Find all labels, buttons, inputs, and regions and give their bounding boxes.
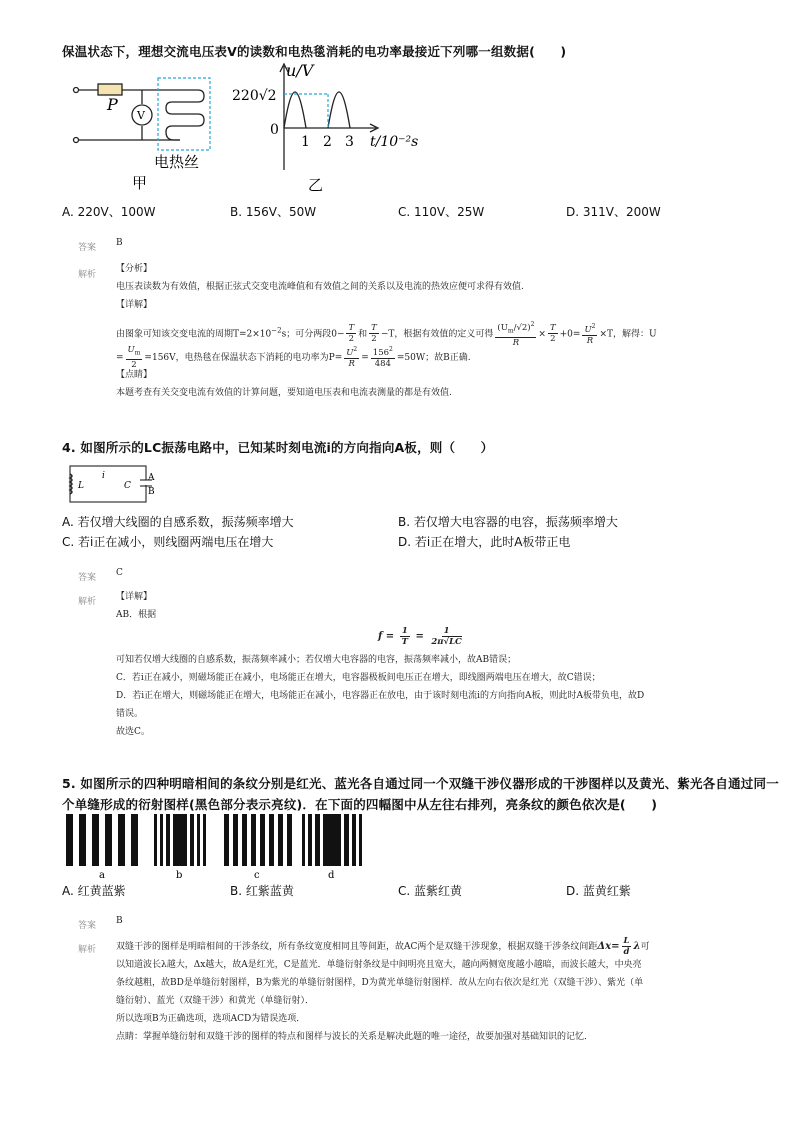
- q4-xiangjie-tag: 【详解】: [116, 592, 153, 602]
- fringe-label-d: d: [328, 870, 335, 880]
- q3-answer-label: 答案: [78, 243, 97, 253]
- q5-stem-line2: 个单缝形成的衍射图样(黑色部分表示亮纹)．在下面的四幅图中从左往右排列，亮条纹的颜色依次是( ): [62, 797, 658, 812]
- q3-dianjing-tag: 【点睛】: [116, 370, 153, 380]
- q3-stem: 保温状态下，理想交流电压表V的读数和电热毯消耗的电功率最接近下列哪一组数据( ): [62, 44, 567, 59]
- peak-label: 220√2: [232, 88, 277, 104]
- current-i-label: i: [102, 471, 105, 481]
- q5-answer: B: [116, 916, 123, 926]
- capacitor-c-label: C: [124, 481, 131, 491]
- q3-option-a: A. 220V、100W: [62, 205, 156, 219]
- q5-answer-label: 答案: [78, 921, 97, 931]
- q5-line5: 所以选项B为正确选项，选项ACD为错误选项．: [116, 1014, 306, 1024]
- q4-line4: D．若i正在增大，则磁场能正在增大，电场能正在减小，电容器正在放电，由于该时刻电流i的方向指向A板，则此时A板带负电，故D: [116, 691, 645, 701]
- q3-xiangjie-tag: 【详解】: [116, 300, 153, 310]
- q5-stem-line1: 5. 如图所示的四种明暗相间的条纹分别是红光、蓝光各自通过同一个双缝干涉仪器形成的干涉图样以及黄光、紫光各自通过同一: [62, 776, 779, 791]
- voltmeter-v-label: V: [137, 109, 145, 122]
- q4-option-d: D. 若i正在增大，此时A板带正电: [398, 535, 571, 549]
- plate-a-label: A: [148, 473, 155, 483]
- q3-waveform-figure: [228, 58, 428, 194]
- q5-line1: 双缝干涉的图样是明暗相间的干涉条纹，所有条纹宽度相同且等间距，故AC两个是双缝干涉现象，根据双缝干涉条纹间距Δx= $\frac{L}{d}$ λ可: [116, 936, 650, 957]
- q3-analysis-label: 解析: [78, 270, 97, 280]
- q5-option-a: A. 红黄蓝紫: [62, 884, 126, 898]
- q4-option-a: A. 若仅增大线圈的自感系数，振荡频率增大: [62, 515, 294, 529]
- figure-yi-caption: 乙: [308, 176, 324, 194]
- inductor-l-label: L: [78, 481, 84, 491]
- heater-label: 电热丝: [154, 153, 200, 171]
- q4-lc-circuit-figure: [62, 458, 162, 508]
- q5-line3: 条纹越粗，故BD是单缝衍射图样，B为紫光的单缝衍射图样，D为黄光单缝衍射图样．故从左向右依次是红光（双缝干涉）、紫光（单: [116, 978, 644, 988]
- q3-option-d: D. 311V、200W: [566, 205, 661, 219]
- q5-option-d: D. 蓝黄红紫: [566, 884, 631, 898]
- origin-label: 0: [270, 122, 279, 138]
- q5-option-b: B. 红紫蓝黄: [230, 884, 294, 898]
- q4-option-c: C. 若i正在减小，则线圈两端电压在增大: [62, 535, 274, 549]
- q5-line4: 缝衍射）、蓝光（双缝干涉）和黄光（单缝衍射）．: [116, 996, 315, 1006]
- tick-2: 2: [323, 134, 332, 150]
- q3-option-c: C. 110V、25W: [398, 205, 485, 219]
- q5-line6: 点睛：掌握单缝衍射和双缝干涉的图样的特点和图样与波长的关系是解决此题的唯一途径，故要加强对基础知识的记忆．: [116, 1032, 594, 1042]
- resistor-p-label: P: [107, 95, 118, 114]
- q3-solution-line2: = $\frac{U_m}{2}$ =156V，电热毯在保温状态下消耗的电功率为P= $\frac{U^2}{R}$ = $\frac{156^2}{484}$ =50W；故B正确.: [116, 345, 471, 370]
- q4-option-b: B. 若仅增大电容器的电容，振荡频率增大: [398, 515, 618, 529]
- figure-jia-caption: 甲: [132, 174, 148, 192]
- q4-stem: 4. 如图所示的LC振荡电路中，已知某时刻电流i的方向指向A板，则（ ）: [62, 440, 494, 455]
- q3-solution-line1: 由图象可知该交变电流的周期$T=2\times 10^{-2}s$；可分两段0− $\frac{T}{2}$ 和 $\frac{T}{2}$ −T，根据有效值的定义可得 $\frac{(U_m/√2)^2}{R}$ × $\frac{T}{2}$ +0= $\frac{U^2}{R}$ ×T，解得：U: [116, 321, 657, 348]
- q4-line2: 可知若仅增大线圈的自感系数，振荡频率减小；若仅增大电容器的电容，振荡频率减小，故AB错误；: [116, 655, 517, 665]
- plate-b-label: B: [148, 487, 155, 497]
- q5-option-c: C. 蓝紫红黄: [398, 884, 463, 898]
- q3-dianjing-text: 本题考查有关交变电流有效值的计算问题，要知道电压表和电流表测量的都是有效值.: [116, 388, 452, 398]
- q4-analysis-label: 解析: [78, 597, 97, 607]
- q4-line5: 错误。: [116, 709, 144, 719]
- tick-3: 3: [345, 134, 354, 150]
- q5-fringe-figure: [62, 810, 372, 880]
- q3-fenxi-text: 电压表读数为有效值，根据正弦式交变电流峰值和有效值之间的关系以及电流的热效应便可求得有效值.: [116, 282, 524, 292]
- q4-formula: f = $\frac{1}{T}$ = $\frac{1}{2\pi√LC}$: [378, 626, 462, 647]
- q3-fenxi-tag: 【分析】: [116, 264, 153, 274]
- q5-line2: 以知道波长λ越大，Δx越大，故A是红光，C是蓝光．单缝衍射条纹是中间明亮且宽大，越向两侧宽度越小越暗，而波长越大，中央亮: [116, 960, 642, 970]
- q4-answer: C: [116, 568, 123, 578]
- yaxis-label: u/V: [286, 61, 314, 80]
- fringe-label-b: b: [176, 870, 183, 880]
- fringe-label-a: a: [99, 870, 105, 880]
- q3-circuit-figure: [70, 72, 220, 192]
- q4-line3: C．若i正在减小，则磁场能正在减小，电场能正在增大，电容器极板间电压正在增大，即线圈两端电压在增大，故C错误；: [116, 673, 601, 683]
- q4-line6: 故选C。: [116, 727, 150, 737]
- q5-analysis-label: 解析: [78, 945, 97, 955]
- q4-line1: AB．根据: [116, 610, 157, 620]
- fringe-label-c: c: [254, 870, 260, 880]
- q3-option-b: B. 156V、50W: [230, 205, 317, 219]
- q3-answer: B: [116, 238, 123, 248]
- tick-1: 1: [301, 134, 310, 150]
- xaxis-label: t/10⁻²s: [370, 134, 419, 150]
- q4-answer-label: 答案: [78, 573, 97, 583]
